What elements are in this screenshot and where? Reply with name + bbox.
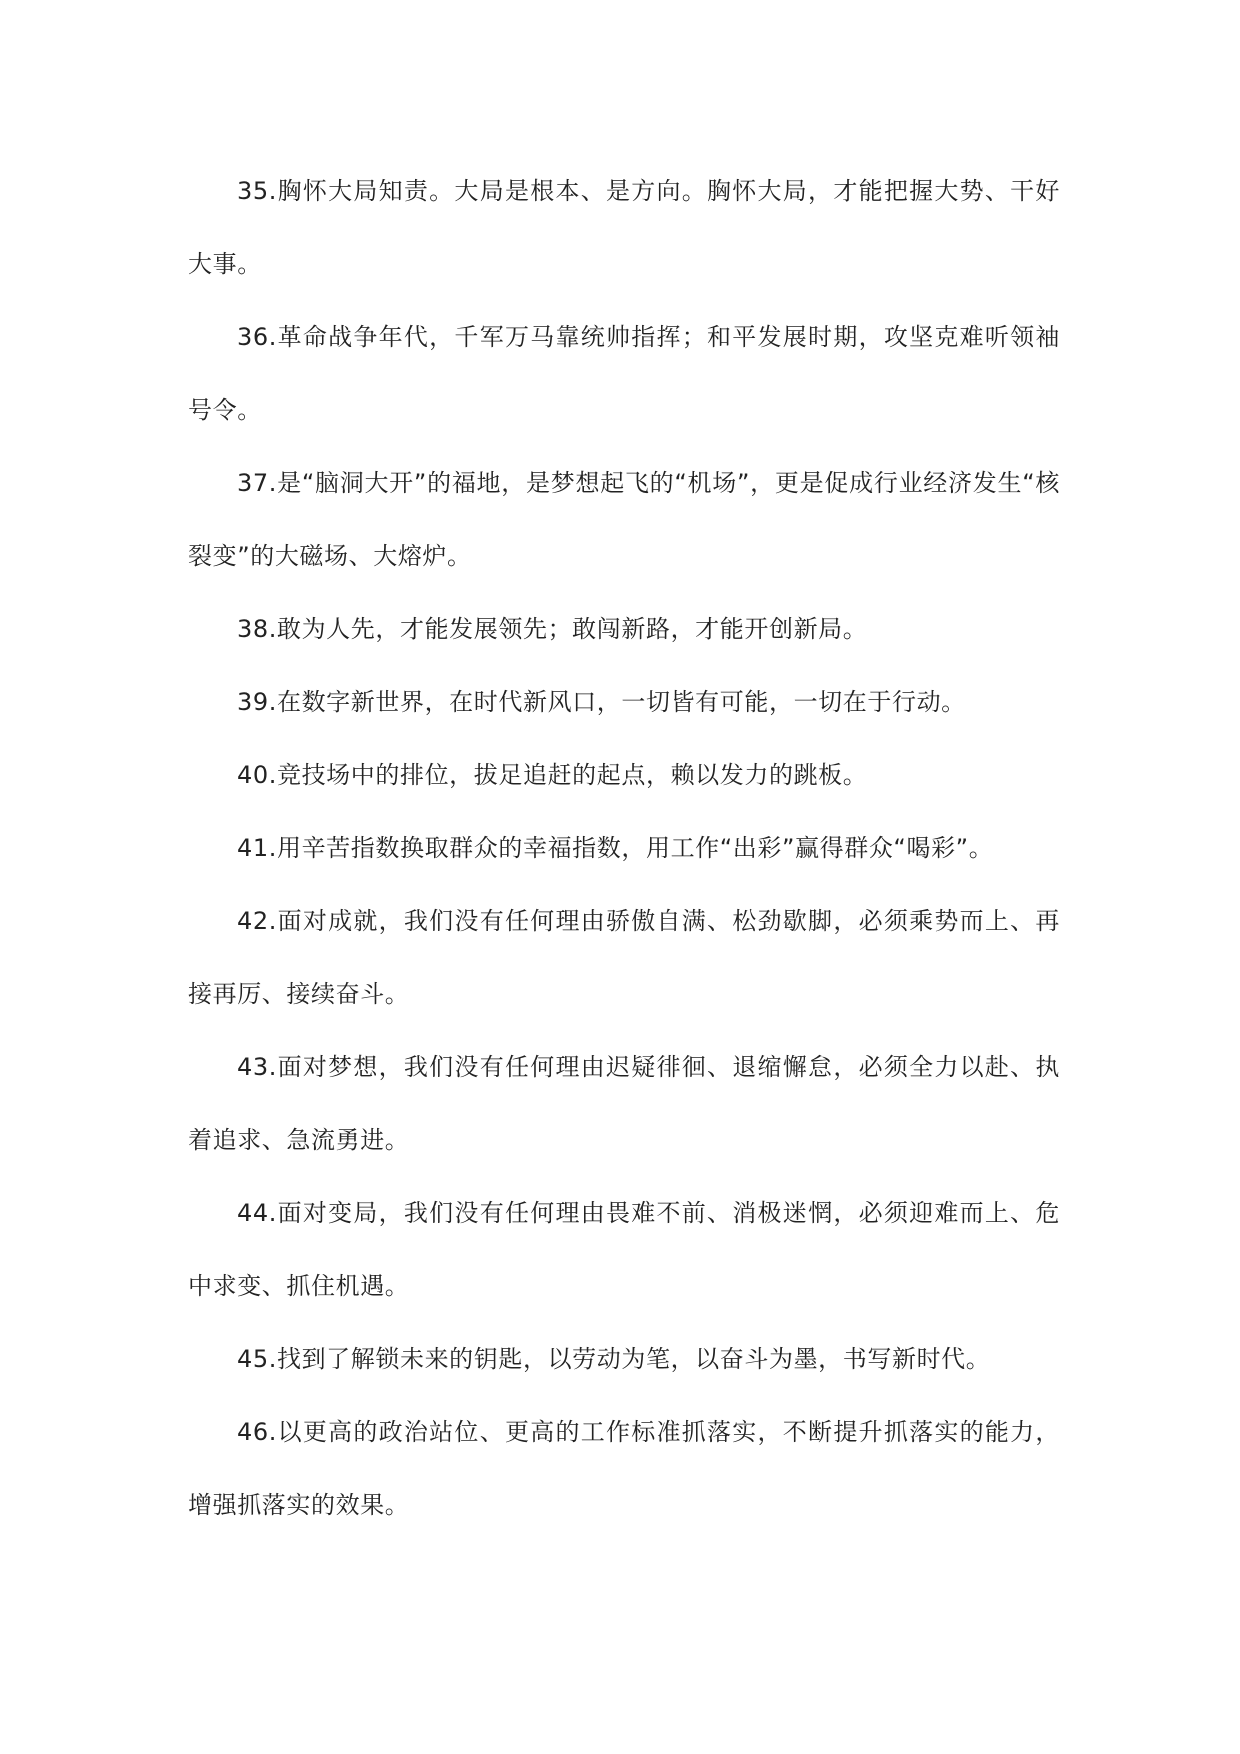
paragraph-41: 41.用辛苦指数换取群众的幸福指数，用工作“出彩”赢得群众“喝彩”。 <box>237 834 994 862</box>
paragraph-44: 44.面对变局，我们没有任何理由畏难不前、消极迷惘，必须迎难而上、危中求变、抓住机遇。 <box>188 1199 1060 1300</box>
paragraph-36: 36.革命战争年代，千军万马靠统帅指挥；和平发展时期，攻坚克难听领袖号令。 <box>188 323 1060 424</box>
paragraph-42: 42.面对成就，我们没有任何理由骄傲自满、松劲歇脚，必须乘势而上、再接再厉、接续奋斗。 <box>188 907 1060 1008</box>
paragraph-38: 38.敢为人先，才能发展领先；敢闯新路，才能开创新局。 <box>237 615 868 643</box>
paragraph-37: 37.是“脑洞大开”的福地，是梦想起飞的“机场”，更是促成行业经济发生“核裂变”的大磁场、大熔炉。 <box>188 469 1060 570</box>
paragraph-35: 35.胸怀大局知责。大局是根本、是方向。胸怀大局，才能把握大势、干好大事。 <box>188 177 1060 278</box>
paragraph-40: 40.竞技场中的排位，拔足追赶的起点，赖以发力的跳板。 <box>237 761 868 789</box>
paragraph-43: 43.面对梦想，我们没有任何理由迟疑徘徊、退缩懈怠，必须全力以赴、执着追求、急流勇进。 <box>188 1053 1060 1154</box>
paragraph-39: 39.在数字新世界，在时代新风口，一切皆有可能，一切在于行动。 <box>237 688 966 716</box>
document-page <box>188 173 1060 1542</box>
paragraph-45: 45.找到了解锁未来的钥匙，以劳动为笔，以奋斗为墨，书写新时代。 <box>237 1345 991 1373</box>
paragraph-46: 46.以更高的政治站位、更高的工作标准抓落实，不断提升抓落实的能力，增强抓落实的效果。 <box>188 1418 1060 1519</box>
